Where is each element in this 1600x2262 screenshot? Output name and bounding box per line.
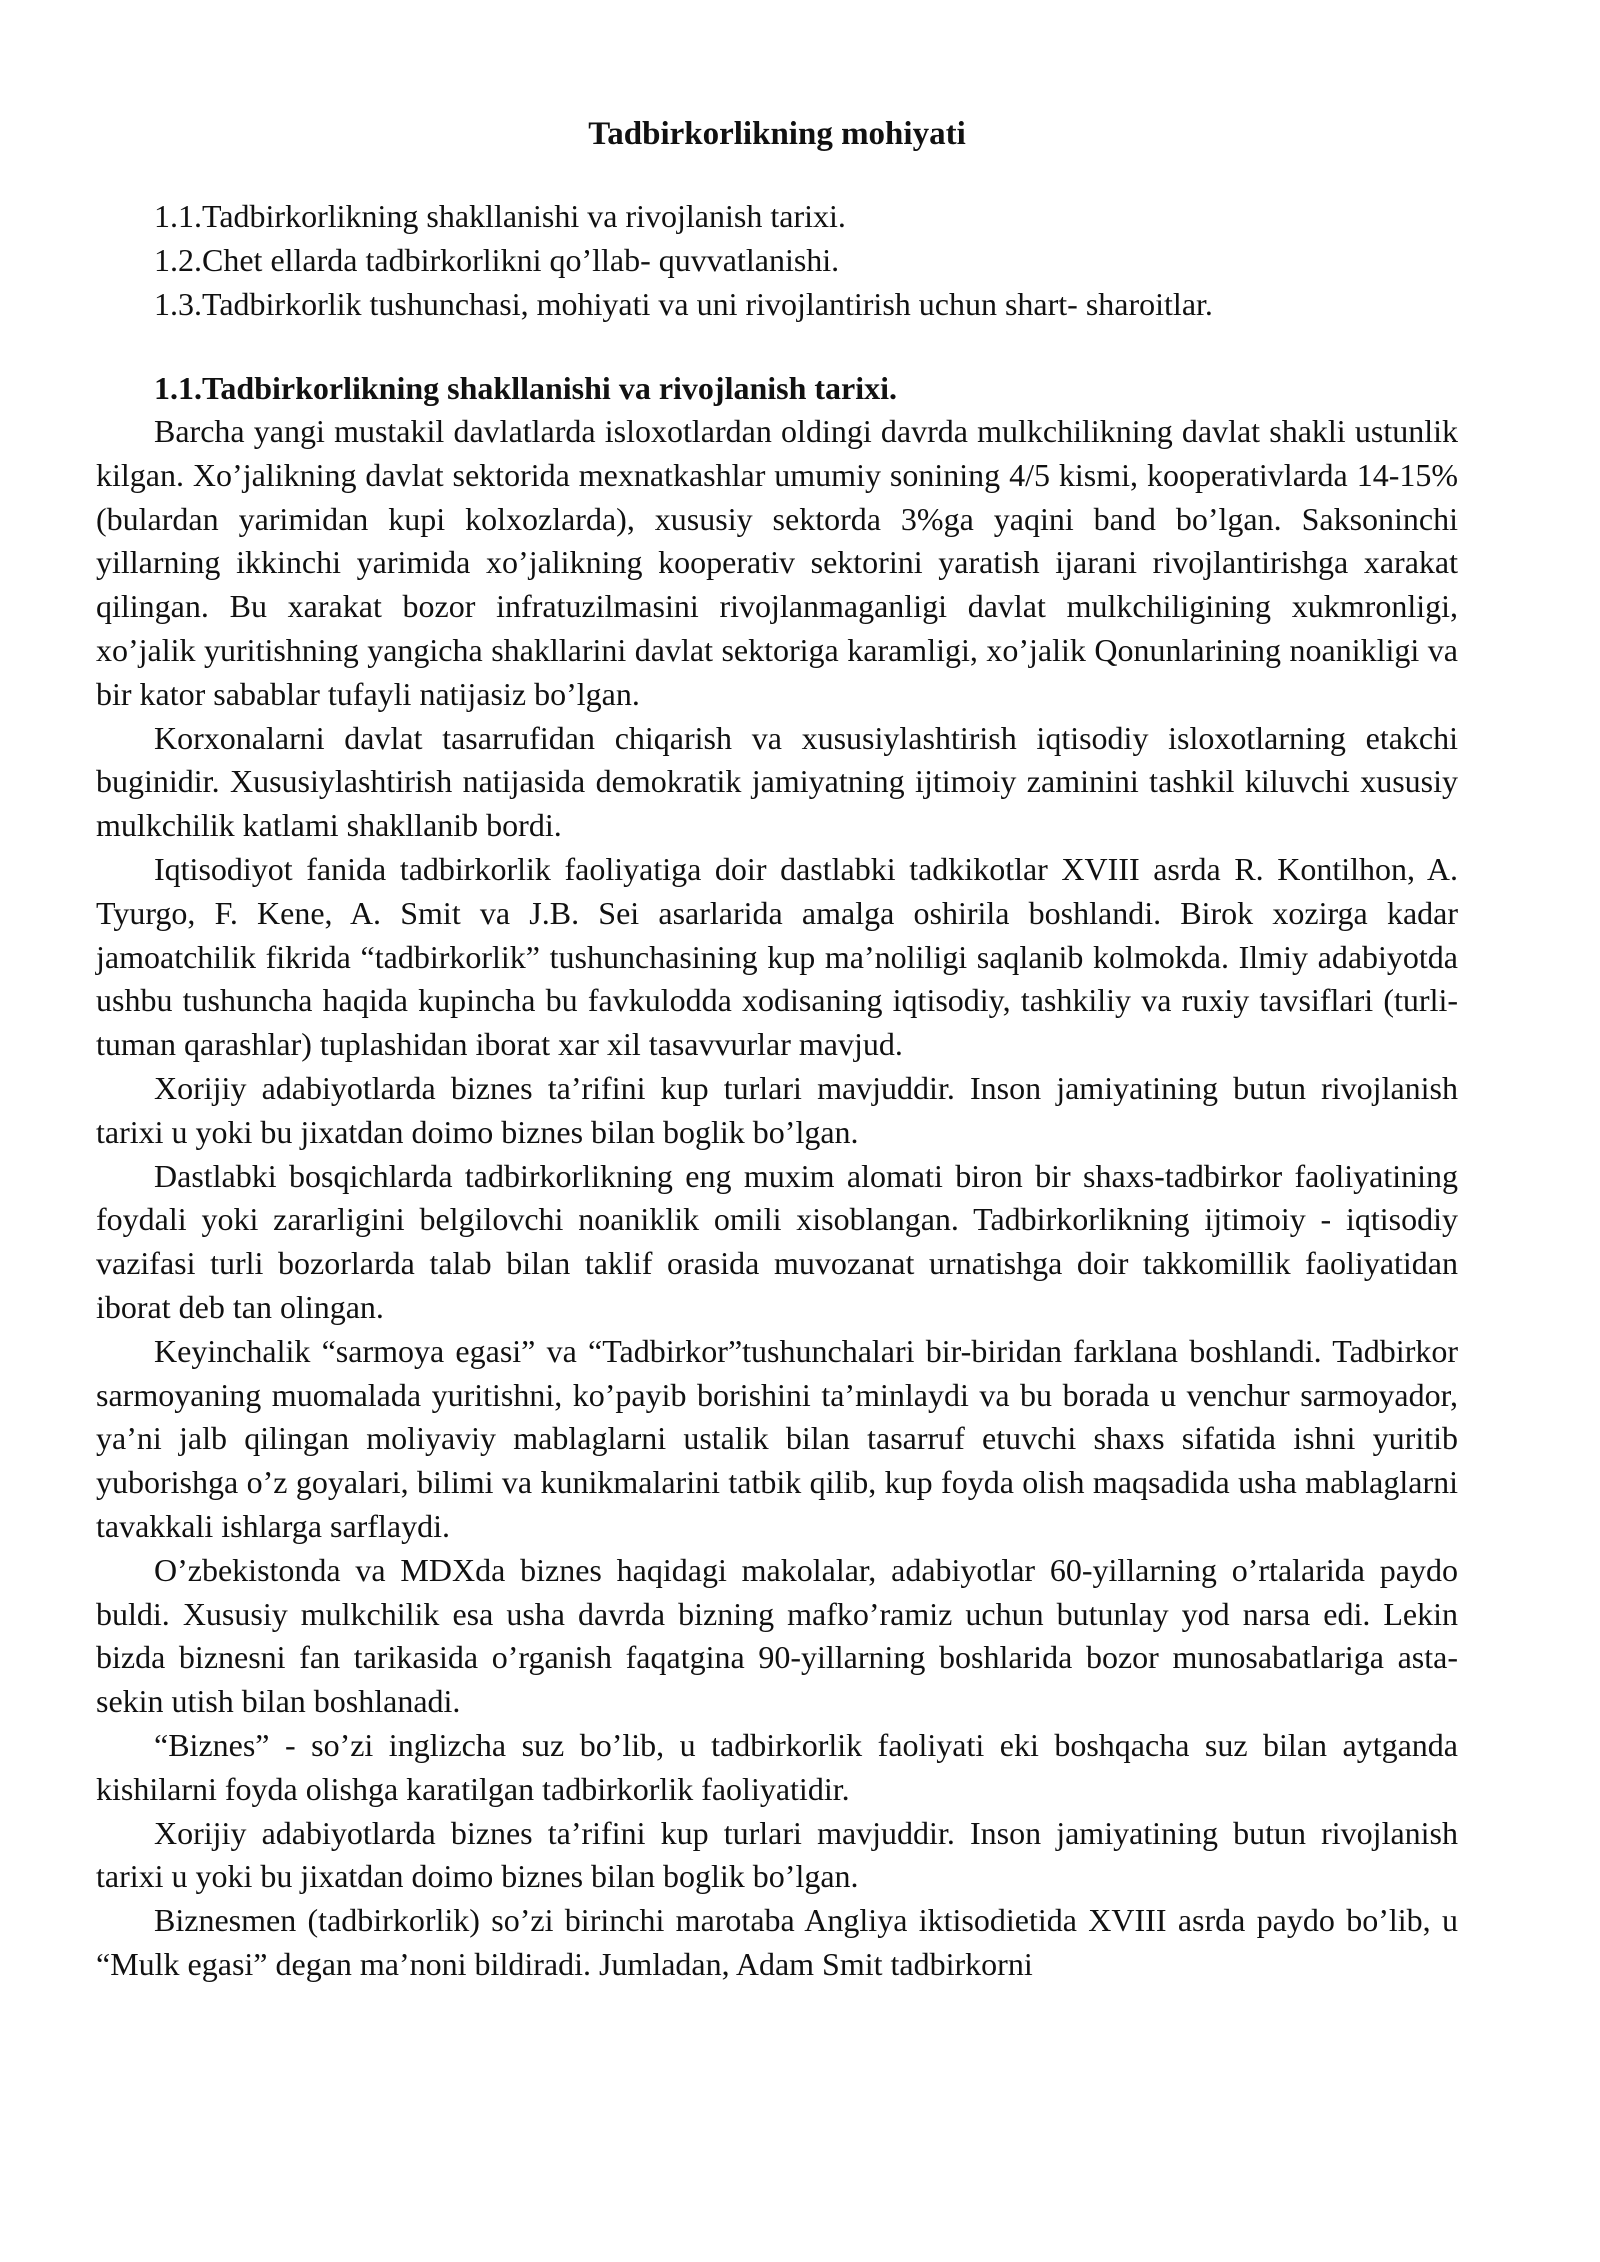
paragraph: Xorijiy adabiyotlarda biznes ta’rifini kup turlari mavjuddir. Inson jamiyatining butun rivojlanish tarixi u yoki bu jixatdan doimo biznes bilan boglik bo’lgan. <box>96 1814 1458 1895</box>
toc-item: 1.2.Chet ellarda tadbirkorlikni qo’llab- quvvatlanishi. <box>154 242 840 278</box>
section-body <box>96 410 1458 1987</box>
toc-item: 1.1.Tadbirkorlikning shakllanishi va rivojlanish tarixi. <box>154 198 846 234</box>
table-of-contents <box>96 194 1458 326</box>
paragraph: O’zbekistonda va MDXda biznes haqidagi makolalar, adabiyotlar 60-yillarning o’rtalarida paydo buldi. Xususiy mulkchilik esa usha davrda bizning mafko’ramiz uchun butunlay yod narsa edi. Lekin bizda biznesni fan tarikasida o’rganish faqatgina 90-yillarning boshlarida bozor munosabatlariga asta-sekin utish bilan boshlanadi. <box>96 1551 1458 1720</box>
paragraph: Korxonalarni davlat tasarrufidan chiqarish va xususiylashtirish iqtisodiy isloxotlarning etakchi buginidir. Xususiylashtirish natijasida demokratik jamiyatning ijtimoiy zaminini tashkil kiluvchi xususiy mulkchilik katlami shakllanib bordi. <box>96 719 1458 844</box>
section-heading: 1.1.Tadbirkorlikning shakllanishi va rivojlanish tarixi. <box>154 370 898 406</box>
toc-item: 1.3.Tadbirkorlik tushunchasi, mohiyati va uni rivojlantirish uchun shart- sharoitlar. <box>154 286 1213 322</box>
paragraph: Keyinchalik “sarmoya egasi” va “Tadbirkor”tushunchalari bir-biridan farklana boshlandi. Tadbirkor sarmoyaning muomalada yuritishni, ko’payib borishini ta’minlaydi va bu borada u venchur sarmoyador, ya’ni jalb qilingan moliyaviy mablaglarni ustalik bilan tasarruf etuvchi shaxs sifatida ishni yuritib yuborishga o’z goyalari, bilimi va kunikmalarini tatbik qilib, kup foyda olish maqsadida usha mablaglarni tavakkali ishlarga sarflaydi. <box>96 1332 1458 1544</box>
paragraph: Xorijiy adabiyotlarda biznes ta’rifini kup turlari mavjuddir. Inson jamiyatining butun rivojlanish tarixi u yoki bu jixatdan doimo biznes bilan boglik bo’lgan. <box>96 1069 1458 1150</box>
paragraph: Biznesmen (tadbirkorlik) so’zi birinchi marotaba Angliya iktisodietida XVIII asrda paydo bo’lib, u “Mulk egasi” degan ma’noni bildiradi. Jumladan, Adam Smit tadbirkorni <box>96 1902 1458 1982</box>
paragraph: Iqtisodiyot fanida tadbirkorlik faoliyatiga doir dastlabki tadkikotlar XVIII asrda R. Kontilhon, A. Tyurgo, F. Kene, A. Smit va J.B. Sei asarlarida amalga oshirila boshlandi. Birok xozirga kadar jamoatchilik fikrida “tadbirkorlik” tushunchasining kup ma’noliligi saqlanib kolmokda. Ilmiy adabiyotda ushbu tushuncha haqida kupincha bu favkulodda xodisaning iqtisodiy, tashkiliy va ruxiy tavsiflari (turli-tuman qarashlar) tuplashidan iborat xar xil tasavvurlar mavjud. <box>96 850 1458 1063</box>
document-title: Tadbirkorlikning mohiyati <box>588 116 966 152</box>
document-page <box>96 112 1458 1987</box>
paragraph: Dastlabki bosqichlarda tadbirkorlikning eng muxim alomati biron bir shaxs-tadbirkor faoliyatining foydali yoki zararligini belgilovchi noaniklik omili xisoblangan. Tadbirkorlikning ijtimoiy - iqtisodiy vazifasi turli bozorlarda talab bilan taklif orasida muvozanat urnatishga doir takkomillik faoliyatidan iborat deb tan olingan. <box>96 1157 1458 1325</box>
paragraph: Barcha yangi mustakil davlatlarda isloxotlardan oldingi davrda mulkchilikning davlat shakli ustunlik kilgan. Xo’jalikning davlat sektorida mexnatkashlar umumiy sonining 4/5 kismi, kooperativlarda 14-15% (bulardan yarimidan kupi kolxozlarda), xususiy sektorda 3%ga yaqini band bo’lgan. Saksoninchi yillarning ikkinchi yarimida xo’jalikning kooperativ sektorini yaratish ijarani rivojlantirishga xarakat qilingan. Bu xarakat bozor infratuzilmasini rivojlanmaganligi davlat mulkchiligining xukmronligi, xo’jalik yuritishning yangicha shakllarini davlat sektoriga karamligi, xo’jalik Qonunlarining noanikligi va bir kator sabablar tufayli natijasiz bo’lgan. <box>96 413 1458 712</box>
paragraph: “Biznes” - so’zi inglizcha suz bo’lib, u tadbirkorlik faoliyati eki boshqacha suz bilan aytganda kishilarni foyda olishga karatilgan tadbirkorlik faoliyatidir. <box>96 1726 1458 1807</box>
